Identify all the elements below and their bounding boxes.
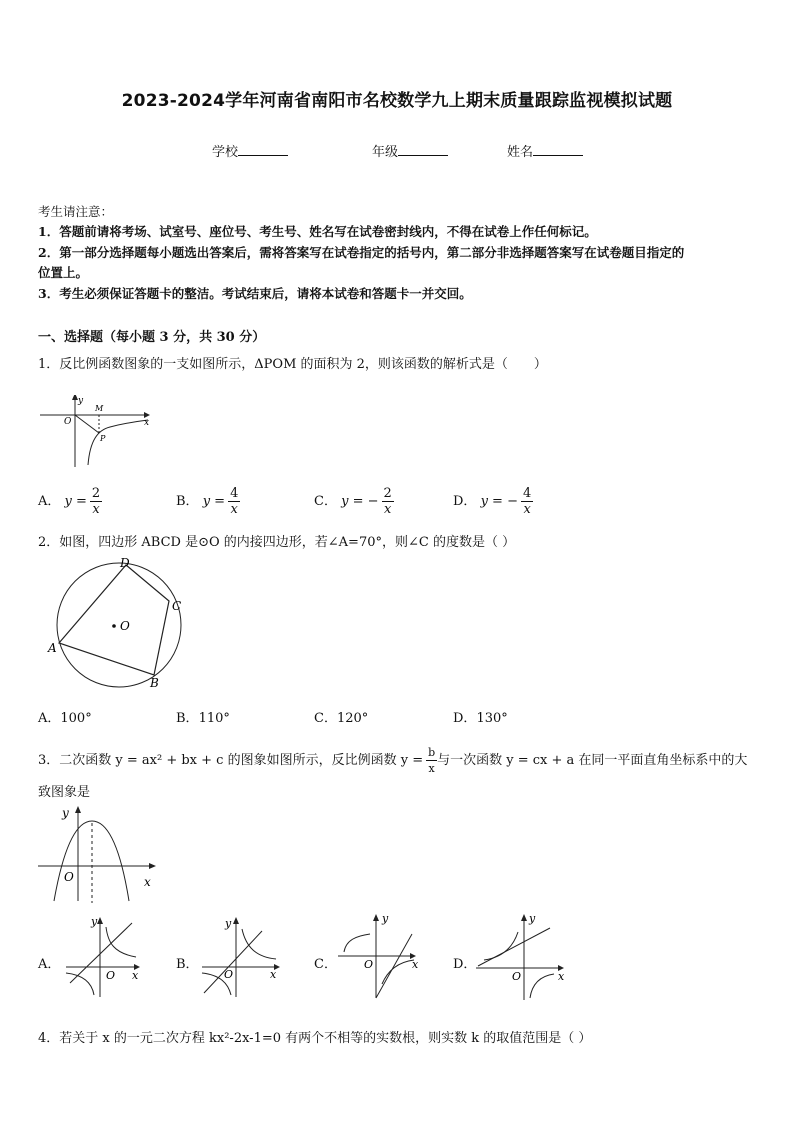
svg-text:y: y	[225, 917, 232, 930]
q3-option-d-label[interactable]: D．	[453, 957, 477, 972]
q1-option-b[interactable]: B． y = $\frac{4}{x}$	[176, 486, 239, 517]
grade-blank[interactable]	[398, 143, 448, 156]
question-4-text: 4．若关于 x 的一元二次方程 kx²-2x-1=0 有两个不相等的实数根，则实数 k 的取值范围是（ ）	[38, 1031, 592, 1046]
school-label: 学校	[212, 145, 239, 160]
q2-option-d[interactable]: D．130°	[453, 711, 508, 726]
svg-text:y: y	[91, 915, 98, 928]
question-2-text: 2．如图，四边形 ABCD 是⊙O 的内接四边形，若∠A=70°，则∠C 的度数是（ ）	[38, 535, 516, 550]
q3-option-b-label[interactable]: B．	[176, 957, 199, 972]
svg-text:y: y	[382, 912, 389, 925]
grade-field	[372, 141, 448, 160]
q2-option-b[interactable]: B．110°	[176, 711, 230, 726]
question-1-text: 1．反比例函数图象的一支如图所示，ΔPOM 的面积为 2，则该函数的解析式是（ ）	[38, 357, 547, 372]
q1-origin-label: O	[64, 417, 72, 427]
name-label: 姓名	[507, 145, 534, 160]
school-blank[interactable]	[238, 143, 288, 156]
q2-vertex-a: A	[48, 641, 57, 655]
q3-y-label: y	[62, 806, 69, 820]
svg-text:O: O	[224, 968, 234, 981]
svg-text:x: x	[132, 969, 139, 982]
q3-x-label: x	[144, 875, 151, 889]
q1-m-label: M	[95, 404, 104, 413]
notice-item-1: 1．答题前请将考场、试室号、座位号、考生号、姓名写在试卷密封线内，不得在试卷上作任何标记。	[38, 224, 597, 239]
svg-text:y: y	[529, 912, 536, 925]
notice-item-2-cont: 位置上。	[38, 265, 89, 280]
q1-option-a[interactable]: A． y = $\frac{2}{x}$	[38, 486, 101, 517]
q2-option-a[interactable]: A．100°	[38, 711, 92, 726]
name-field	[507, 141, 583, 160]
q1-y-label: y	[78, 396, 84, 406]
q3-main-figure	[36, 803, 161, 903]
svg-text:x: x	[412, 958, 419, 971]
grade-label: 年级	[372, 145, 399, 160]
question-3-text-cont: 致图象是	[38, 785, 91, 800]
q3-option-a-label[interactable]: A．	[38, 957, 61, 972]
q1-figure	[40, 395, 155, 470]
q1-option-c[interactable]: C． y = − $\frac{2}{x}$	[314, 486, 392, 517]
q2-option-c[interactable]: C．120°	[314, 711, 369, 726]
q1-option-d[interactable]: D． y = − $\frac{4}{x}$	[453, 486, 532, 517]
q3-option-b-graph[interactable]	[198, 915, 288, 999]
q2-vertex-d: D	[120, 556, 130, 570]
q2-vertex-b: B	[150, 676, 159, 690]
q2-center-label: O	[120, 619, 130, 633]
q1-x-label: x	[144, 418, 150, 428]
svg-text:O: O	[106, 969, 116, 982]
q2-figure	[44, 553, 194, 693]
svg-text:O: O	[364, 958, 374, 971]
school-field	[212, 141, 288, 160]
notice-heading: 考生请注意：	[38, 204, 114, 219]
q2-vertex-c: C	[172, 599, 182, 613]
q3-origin-label: O	[64, 870, 74, 884]
section-heading: 一、选择题（每小题 3 分，共 30 分）	[38, 330, 266, 345]
svg-text:x: x	[558, 970, 565, 983]
q3-option-a-graph[interactable]	[62, 915, 146, 999]
notice-item-2: 2．第一部分选择题每小题选出答案后，需将答案写在试卷指定的括号内，第二部分非选择题答案写在试卷题目指定的	[38, 245, 685, 260]
q3-option-c-label[interactable]: C．	[314, 957, 337, 972]
svg-text:O: O	[512, 970, 522, 983]
name-blank[interactable]	[533, 143, 583, 156]
question-3-text: 3．二次函数 y = ax² + bx + c 的图象如图所示，反比例函数 y = $\frac{b}{x}$ 与一次函数 y = cx + a 在同一平面直角坐标系中的大	[38, 746, 748, 775]
q3-option-c-graph[interactable]	[336, 910, 426, 1002]
q1-p-label: P	[100, 434, 106, 443]
notice-item-3: 3．考生必须保证答题卡的整洁。考试结束后，请将本试卷和答题卡一并交回。	[38, 286, 472, 301]
q3-option-d-graph[interactable]	[474, 910, 570, 1002]
exam-title: 2023-2024学年河南省南阳市名校数学九上期末质量跟踪监视模拟试题	[121, 91, 673, 111]
svg-text:x: x	[270, 968, 277, 981]
